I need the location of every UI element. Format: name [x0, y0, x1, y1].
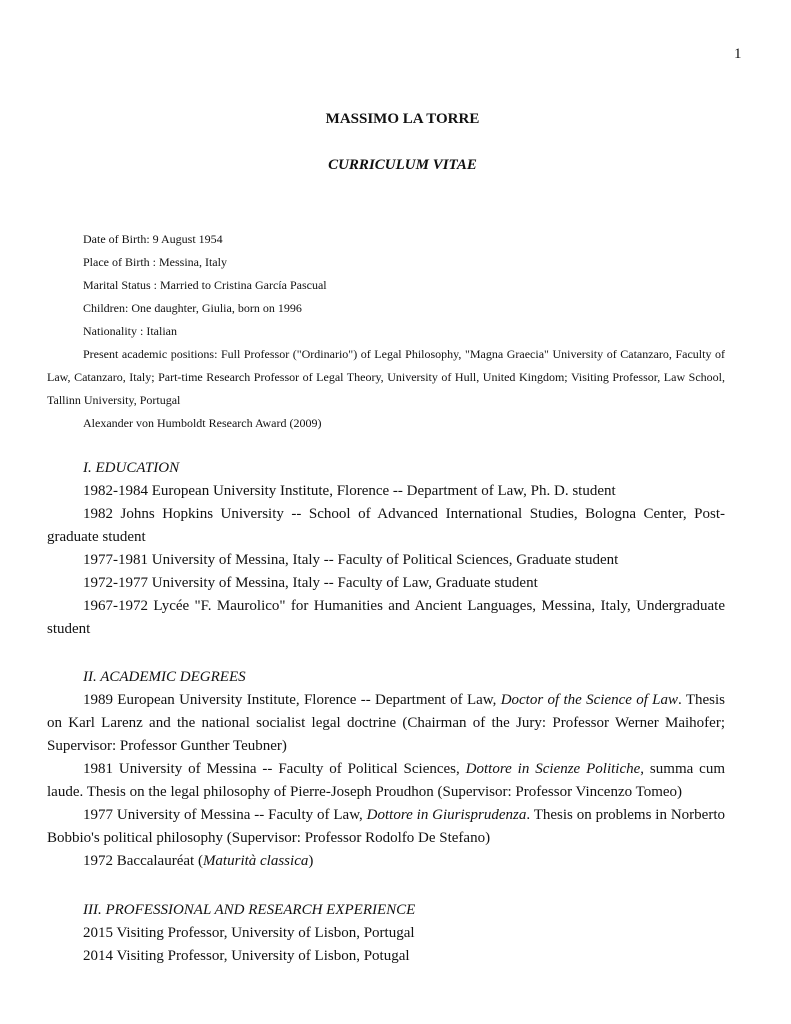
- cv-name: MASSIMO LA TORRE: [325, 111, 480, 127]
- experience-heading: III. PROFESSIONAL AND RESEARCH EXPERIENCE: [83, 902, 416, 918]
- education-item: 1982-1984 European University Institute, Florence -- Department of Law, Ph. D. student: [83, 483, 616, 499]
- education-section: [47, 457, 725, 641]
- education-heading: I. EDUCATION: [83, 460, 180, 476]
- experience-section: [47, 899, 725, 968]
- degree-title: Dottore in Giurisprudenza: [366, 807, 527, 823]
- experience-item: 2015 Visiting Professor, University of Lisbon, Portugal: [83, 925, 415, 941]
- education-item: 1977-1981 University of Messina, Italy -- Faculty of Political Sciences, Graduate student: [83, 552, 619, 568]
- date-of-birth: Date of Birth: 9 August 1954: [83, 232, 223, 246]
- degree-text: 1989 European University Institute, Florence -- Department of Law,: [83, 692, 501, 708]
- marital-status: Marital Status : Married to Cristina García Pascual: [83, 278, 327, 292]
- degree-title: Dottore in Scienze Politiche: [465, 761, 641, 777]
- children: Children: One daughter, Giulia, born on 1996: [83, 301, 302, 315]
- degree-text: 1977 University of Messina -- Faculty of Law,: [83, 807, 367, 823]
- cv-subtitle: CURRICULUM VITAE: [328, 157, 477, 173]
- degree-item: [47, 804, 725, 850]
- academic-positions: Present academic positions: Full Professor ("Ordinario") of Legal Philosophy, "Magna Graecia" University of Catanzaro, Faculty of Law, Catanzaro, Italy; Part-time Research Professor of Legal Theory, University of Hull, United Kingdom; Visiting Professor, Law School, Tallinn University, Portugal: [47, 347, 725, 407]
- education-item: 1972-1977 University of Messina, Italy -- Faculty of Law, Graduate student: [83, 575, 538, 591]
- education-item: 1982 Johns Hopkins University -- School of Advanced International Studies, Bologna Center, Post-graduate student: [47, 506, 725, 545]
- degree-text: 1981 University of Messina -- Faculty of Political Sciences,: [83, 761, 466, 777]
- degree-text: ): [308, 853, 314, 869]
- degree-text: . Thesis on problems in Norberto Bobbio's political philosophy (Supervisor: Professor Rodolfo De Stefano): [47, 807, 725, 846]
- degree-text: 1972 Baccalauréat (: [83, 853, 203, 869]
- page-number: 1: [734, 46, 742, 62]
- degree-item: [47, 850, 725, 873]
- experience-item: 2014 Visiting Professor, University of Lisbon, Potugal: [83, 948, 410, 964]
- nationality: Nationality : Italian: [83, 324, 177, 338]
- award: Alexander von Humboldt Research Award (2009): [83, 416, 322, 430]
- education-item: 1967-1972 Lycée "F. Maurolico" for Humanities and Ancient Languages, Messina, Italy, Undergraduate student: [47, 598, 725, 637]
- degrees-section: [47, 666, 725, 873]
- degree-text: . Thesis on Karl Larenz and the national socialist legal doctrine (Chairman of the Jury: Professor Werner Maihofer; Supervisor: Professor Gunther Teubner): [47, 692, 725, 754]
- degrees-heading: II. ACADEMIC DEGREES: [83, 669, 246, 685]
- degree-item: [47, 758, 725, 804]
- personal-details: [47, 228, 725, 435]
- degree-text: , summa cum laude. Thesis on the legal philosophy of Pierre-Joseph Proudhon (Supervisor: Professor Vincenzo Tomeo): [47, 761, 725, 800]
- degree-item: [47, 689, 725, 758]
- place-of-birth: Place of Birth : Messina, Italy: [83, 255, 227, 269]
- degree-title: Doctor of the Science of Law: [500, 692, 679, 708]
- degree-title: Maturità classica: [202, 853, 309, 869]
